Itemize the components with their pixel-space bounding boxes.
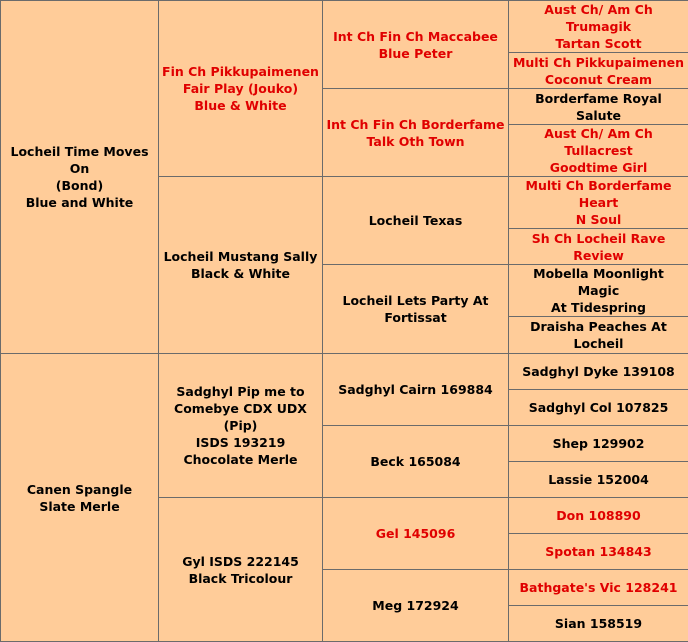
dam-cell xyxy=(1,354,159,642)
dam-dam-name: Gyl ISDS 222145 xyxy=(161,553,320,570)
sdsd-name-2: Review xyxy=(511,247,686,264)
sddd-cell xyxy=(509,317,688,354)
ssdd-name-2: Goodtime Girl xyxy=(511,159,686,176)
sdsd-cell xyxy=(509,229,688,265)
ddsd-name: Spotan 134843 xyxy=(511,543,686,560)
sire-dam-cell xyxy=(159,177,323,354)
ssss-name-2: Tartan Scott xyxy=(511,35,686,52)
ssds-cell xyxy=(509,89,688,125)
sdd-cell xyxy=(323,265,509,354)
sss-name-2: Blue Peter xyxy=(325,45,506,62)
sire-sire-cell xyxy=(159,1,323,177)
sdss-cell xyxy=(509,177,688,229)
ddss-name: Don 108890 xyxy=(511,507,686,524)
ssss-cell xyxy=(509,1,688,53)
dam-sire-name-1: Sadghyl Pip me to xyxy=(161,383,320,400)
sds-name: Locheil Texas xyxy=(325,212,506,229)
dam-dam-color: Black Tricolour xyxy=(161,570,320,587)
dss-cell xyxy=(323,354,509,426)
ddss-cell xyxy=(509,498,688,534)
sdss-name-1: Multi Ch Borderfame Heart xyxy=(511,177,686,211)
sssd-name-1: Multi Ch Pikkupaimenen xyxy=(511,54,686,71)
sdd-name-2: Fortissat xyxy=(325,309,506,326)
sss-name-1: Int Ch Fin Ch Maccabee xyxy=(325,28,506,45)
sdd-name-1: Locheil Lets Party At xyxy=(325,292,506,309)
sire-dam-name: Locheil Mustang Sally xyxy=(161,248,320,265)
dsds-name: Shep 129902 xyxy=(511,435,686,452)
sire-sire-color: Blue & White xyxy=(161,97,320,114)
dssd-name: Sadghyl Col 107825 xyxy=(511,399,686,416)
ssd-cell xyxy=(323,89,509,177)
dsd-name: Beck 165084 xyxy=(325,453,506,470)
sdds-cell xyxy=(509,265,688,317)
dam-dam-cell xyxy=(159,498,323,642)
ddds-cell xyxy=(509,570,688,606)
ssds-name: Borderfame Royal Salute xyxy=(511,90,686,124)
dam-sire-cell xyxy=(159,354,323,498)
dam-sire-name-2: Comebye CDX UDX (Pip) xyxy=(161,400,320,434)
dsd-cell xyxy=(323,426,509,498)
sssd-cell xyxy=(509,53,688,89)
dam-color: Slate Merle xyxy=(3,498,156,515)
sdsd-name-1: Sh Ch Locheil Rave xyxy=(511,230,686,247)
dam-sire-reg: ISDS 193219 xyxy=(161,434,320,451)
ssdd-name-1: Aust Ch/ Am Ch Tullacrest xyxy=(511,125,686,159)
sssd-name-2: Coconut Cream xyxy=(511,71,686,88)
dsdd-cell xyxy=(509,462,688,498)
ddd-cell xyxy=(323,570,509,642)
ssss-name-1: Aust Ch/ Am Ch Trumagik xyxy=(511,1,686,35)
sds-cell xyxy=(323,177,509,265)
sddd-name: Draisha Peaches At Locheil xyxy=(511,318,686,352)
sss-cell xyxy=(323,1,509,89)
sire-color: Blue and White xyxy=(3,194,156,211)
dssd-cell xyxy=(509,390,688,426)
sire-call-name: (Bond) xyxy=(3,177,156,194)
sire-cell xyxy=(1,1,159,354)
sire-dam-color: Black & White xyxy=(161,265,320,282)
ssd-name-1: Int Ch Fin Ch Borderfame xyxy=(325,116,506,133)
dds-name: Gel 145096 xyxy=(325,525,506,542)
ddd-name: Meg 172924 xyxy=(325,597,506,614)
ddds-name: Bathgate's Vic 128241 xyxy=(511,579,686,596)
dam-name: Canen Spangle xyxy=(3,481,156,498)
ddsd-cell xyxy=(509,534,688,570)
dss-name: Sadghyl Cairn 169884 xyxy=(325,381,506,398)
sire-sire-name-1: Fin Ch Pikkupaimenen xyxy=(161,63,320,80)
ssdd-cell xyxy=(509,125,688,177)
dam-sire-color: Chocolate Merle xyxy=(161,451,320,468)
ssd-name-2: Talk Oth Town xyxy=(325,133,506,150)
sdds-name-2: At Tidespring xyxy=(511,299,686,316)
dddd-name: Sian 158519 xyxy=(511,615,686,632)
dsds-cell xyxy=(509,426,688,462)
dsss-cell xyxy=(509,354,688,390)
sdds-name-1: Mobella Moonlight Magic xyxy=(511,265,686,299)
sdss-name-2: N Soul xyxy=(511,211,686,228)
dddd-cell xyxy=(509,606,688,642)
sire-name: Locheil Time Moves On xyxy=(3,143,156,177)
dsdd-name: Lassie 152004 xyxy=(511,471,686,488)
dsss-name: Sadghyl Dyke 139108 xyxy=(511,363,686,380)
dds-cell xyxy=(323,498,509,570)
sire-sire-name-2: Fair Play (Jouko) xyxy=(161,80,320,97)
